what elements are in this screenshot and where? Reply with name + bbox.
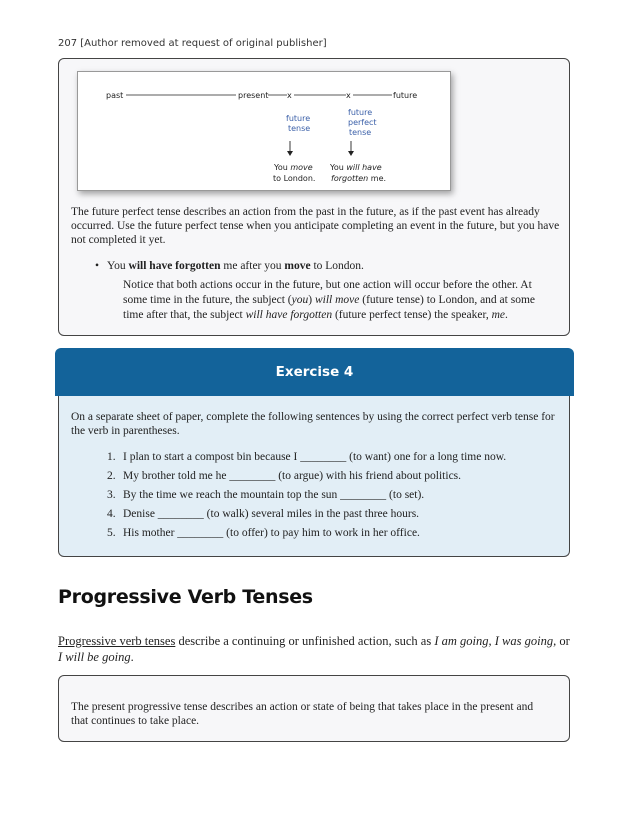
timeline-present-label: present: [238, 91, 269, 100]
present-progressive-box: [58, 675, 570, 742]
example-you-move: You move: [274, 163, 313, 172]
progressive-paragraph: Progressive verb tenses describe a continuing or unfinished action, such as I am going, I was going, or I will be going.: [58, 634, 570, 664]
timeline-x1-label: x: [287, 91, 292, 100]
exercise-title: Exercise 4: [55, 348, 574, 396]
future-perfect-label-2: perfect: [348, 118, 377, 127]
future-perfect-label-1: future: [348, 108, 373, 117]
exercise-intro: On a separate sheet of paper, complete the following sentences by using the correct perfect verb tense for the verb in parentheses.: [71, 411, 555, 437]
exercise-body: [58, 396, 570, 557]
timeline-past-label: past: [106, 91, 124, 100]
example-forgotten-me: forgotten me.: [331, 174, 387, 183]
timeline-future-label: future: [393, 91, 418, 100]
example-will-have: You will have: [330, 163, 382, 172]
page-header: 207 [Author removed at request of original publisher]: [58, 38, 327, 49]
timeline-diagram: [77, 71, 451, 191]
present-progressive-text: The present progressive tense describes an action or state of being that takes place in the present and that continues to take place.: [71, 701, 534, 727]
future-perfect-box: [58, 58, 570, 336]
future-tense-label-2: tense: [288, 124, 311, 133]
timeline-x2-label: x: [346, 91, 351, 100]
future-tense-label-1: future: [286, 114, 311, 123]
progressive-verb-tenses-link[interactable]: Progressive verb tenses: [58, 634, 176, 648]
list-item: 4. Denise ________ (to walk) several miles in the past three hours.: [107, 508, 420, 520]
bullet-item: • You will have forgotten me after you move to London.: [95, 260, 364, 272]
list-item: 5. His mother ________ (to offer) to pay him to work in her office.: [107, 527, 420, 539]
list-item: 3. By the time we reach the mountain top the sun ________ (to set).: [107, 489, 425, 501]
example-to-london: to London.: [273, 174, 316, 183]
exercise-list: [107, 448, 547, 543]
list-item: 2. My brother told me he ________ (to argue) with his friend about politics.: [107, 470, 462, 482]
list-item: 1. I plan to start a compost bin because I ________ (to want) one for a long time now.: [107, 451, 507, 463]
future-perfect-paragraph: The future perfect tense describes an action from the past in the future, as if the past event has already occurred. Use the future perfect tense when you anticipate completing an event in the future, but you have not completed it yet.: [71, 206, 560, 246]
future-perfect-label-3: tense: [349, 128, 372, 137]
section-heading: Progressive Verb Tenses: [58, 586, 313, 608]
bullet-dot: •: [95, 260, 100, 272]
notice-paragraph: Notice that both actions occur in the future, but one action will occur before the other. At some time in the future, the subject (you) will move (future tense) to London, and at some time after that, the subject will have forgotten (future perfect tense) the speaker, me.: [123, 279, 536, 321]
